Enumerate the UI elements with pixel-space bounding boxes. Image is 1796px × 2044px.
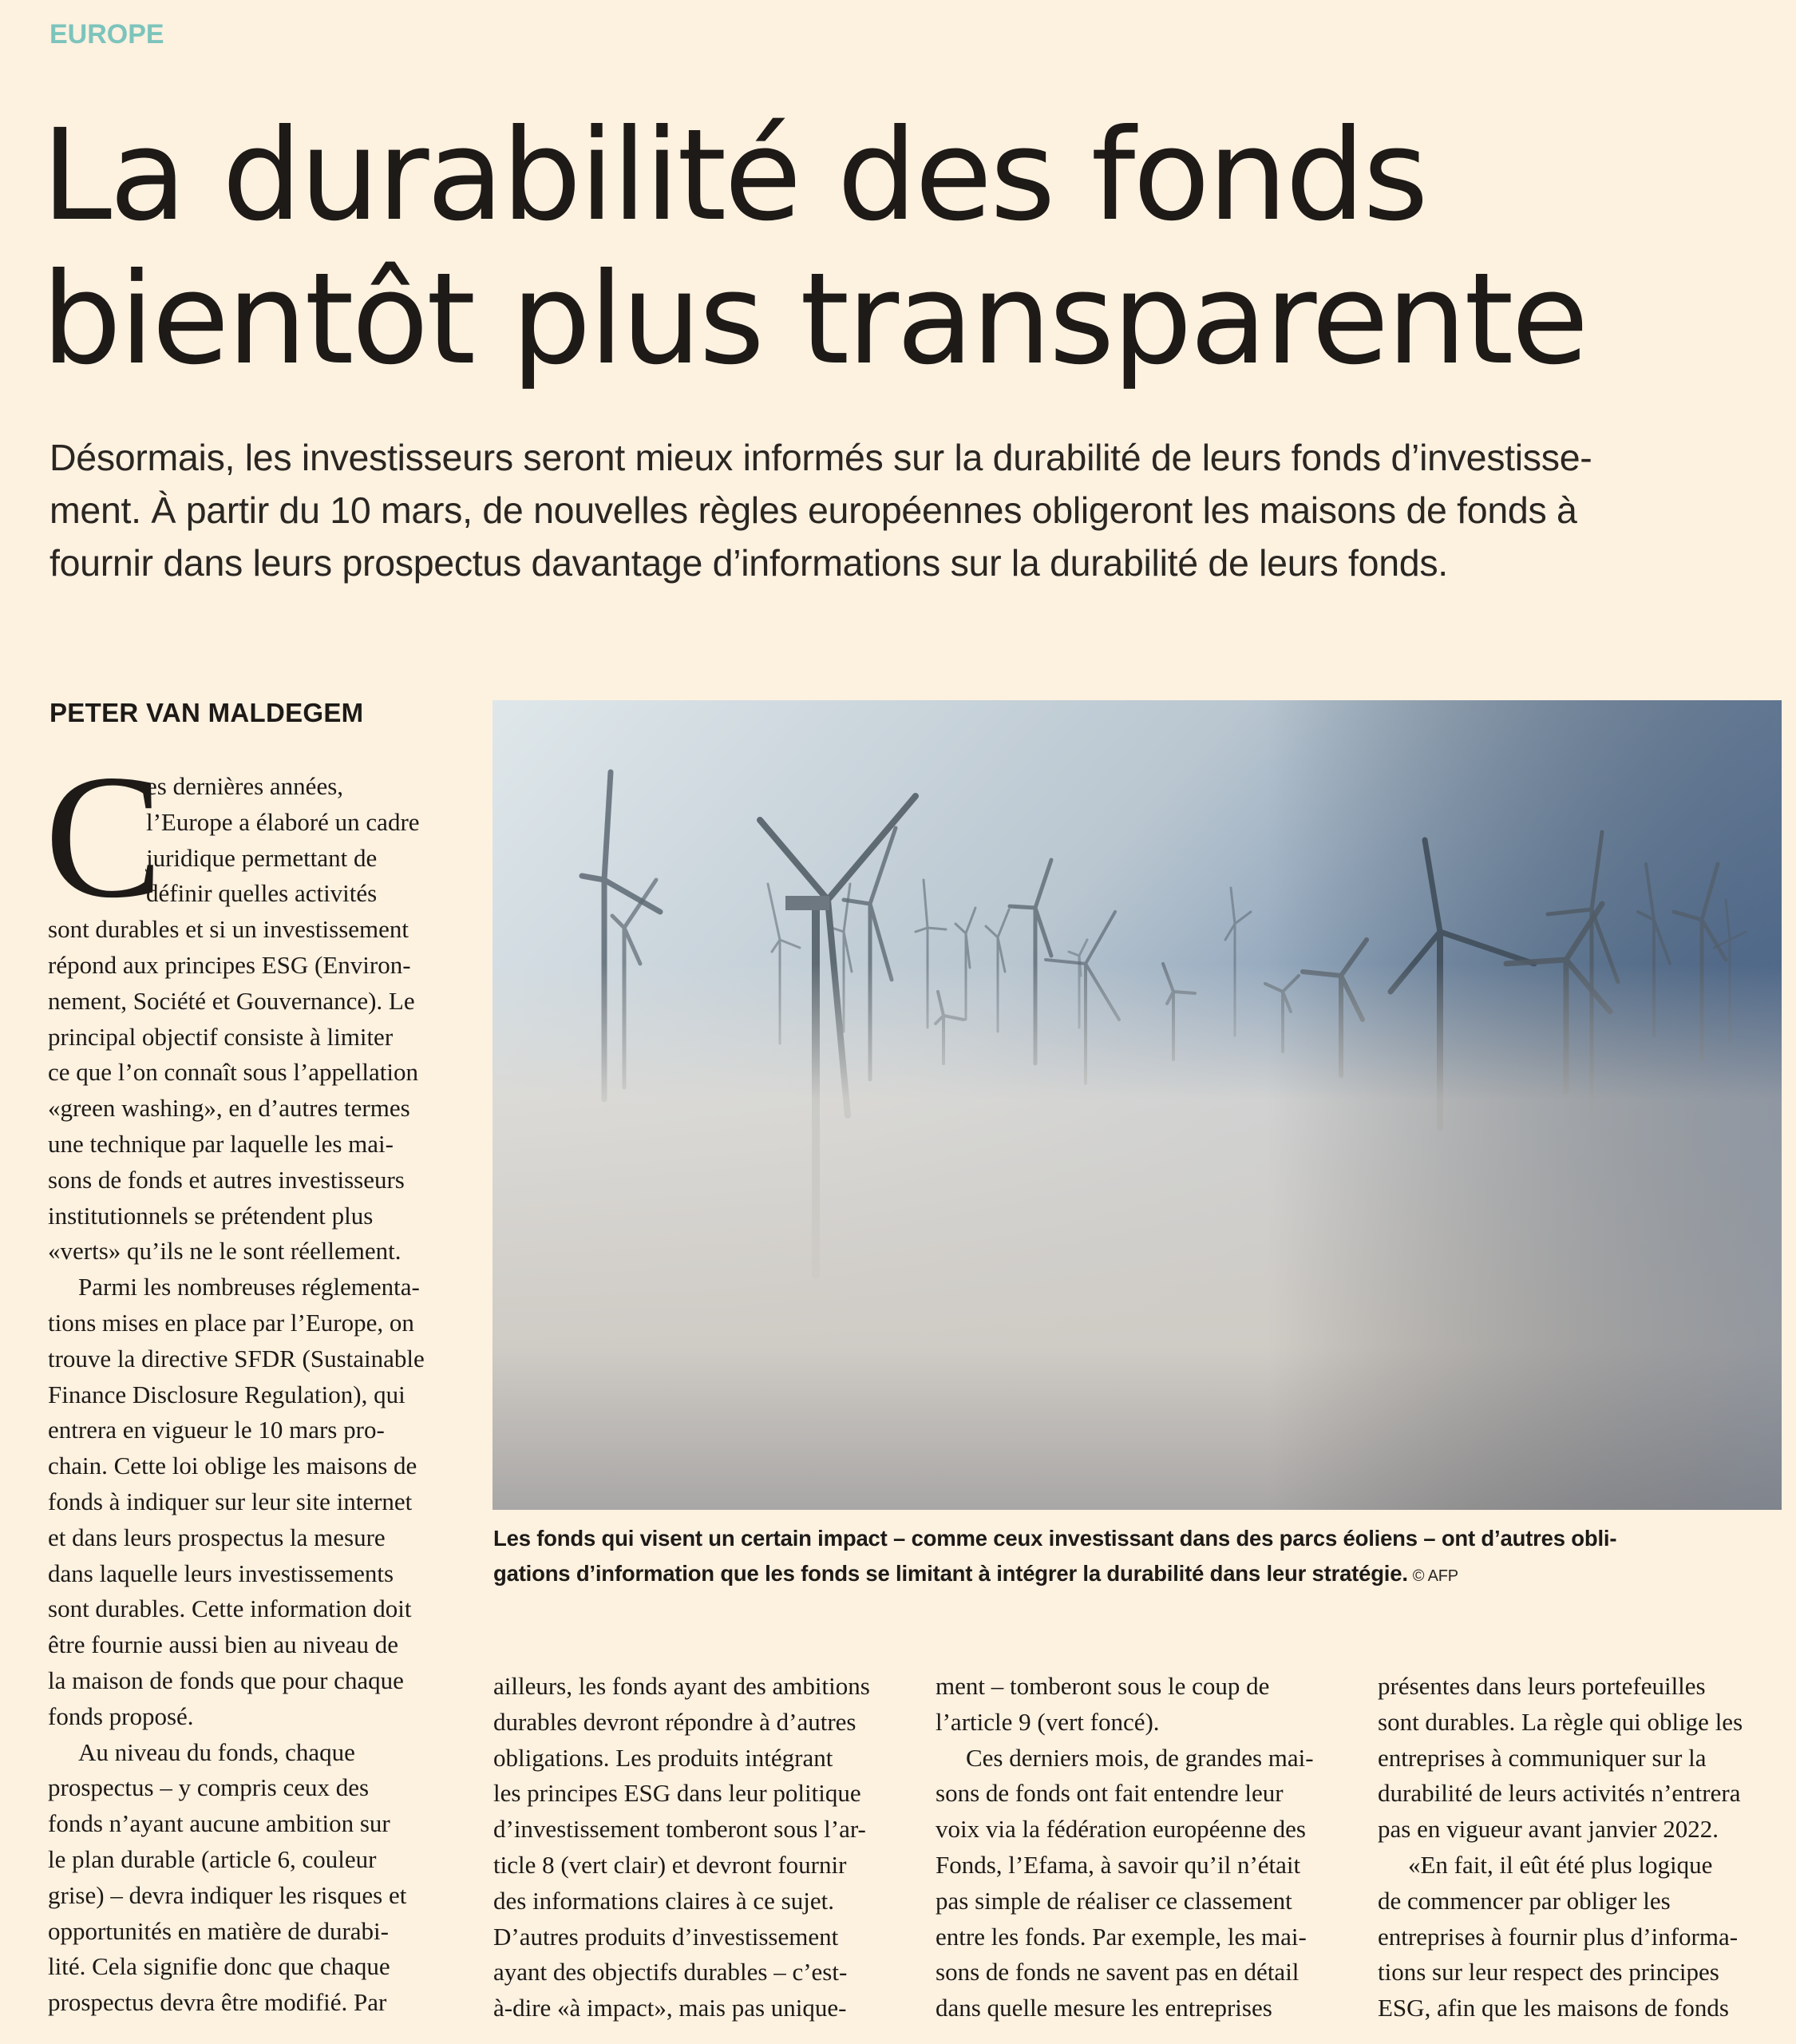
article-line: «En fait, il eût été plus logique xyxy=(1408,1850,1713,1879)
article-line: trouve la directive SFDR (Sustainable xyxy=(48,1344,425,1373)
article-line: entre les fonds. Par exemple, les mai- xyxy=(936,1922,1307,1951)
section-label: EUROPE xyxy=(49,19,164,50)
article-line: présentes dans leurs portefeuilles xyxy=(1378,1672,1706,1700)
article-line: et dans leurs prospectus la mesure xyxy=(48,1523,386,1551)
article-line: l’Europe a élaboré un cadre xyxy=(146,807,420,836)
article-line: nement, Société et Gouvernance). Le xyxy=(48,986,415,1015)
article-line: prospectus – y compris ceux des xyxy=(48,1773,370,1802)
article-line: Fonds, l’Efama, à savoir qu’il n’était xyxy=(936,1850,1301,1879)
article-column-2 xyxy=(493,1669,904,2026)
article-line: sont durables. Cette information doit xyxy=(48,1594,412,1623)
article-line: le plan durable (article 6, couleur xyxy=(48,1844,377,1873)
article-line: D’autres produits d’investissement xyxy=(493,1922,839,1951)
article-line: obligations. Les produits intégrant xyxy=(493,1743,833,1772)
article-line: opportunités en matière de durabi- xyxy=(48,1916,389,1945)
article-line: sons de fonds et autres investisseurs xyxy=(48,1165,405,1194)
article-line: ce que l’on connaît sous l’appellation xyxy=(48,1058,419,1087)
article-line: pas en vigueur avant janvier 2022. xyxy=(1378,1815,1719,1844)
photo-caption xyxy=(493,1521,1786,1594)
article-line: entrera en vigueur le 10 mars pro- xyxy=(48,1416,385,1444)
article-line: Finance Disclosure Regulation), qui xyxy=(48,1380,405,1408)
subhead-line: fournir dans leurs prospectus davantage d’informations sur la durabilité de leurs fonds. xyxy=(49,542,1448,584)
article-line: sons de fonds ont fait entendre leur xyxy=(936,1779,1284,1808)
article-line: fonds à indiquer sur leur site internet xyxy=(48,1487,413,1515)
article-line: des informations claires à ce sujet. xyxy=(493,1886,834,1915)
article-line: prospectus devra être modifié. Par xyxy=(48,1988,387,2017)
article-line: dans laquelle leurs investissements xyxy=(48,1559,394,1587)
article-line: ESG, afin que les maisons de fonds xyxy=(1378,1994,1729,2022)
caption-line-text: gations d’information que les fonds se limitant à intégrer la durabilité dans leur stratégie. xyxy=(493,1561,1408,1586)
article-line: principal objectif consiste à limiter xyxy=(48,1022,394,1051)
subhead-line: ment. À partir du 10 mars, de nouvelles règles européennes obligeront les maisons de fonds à xyxy=(49,489,1577,531)
article-line: dans quelle mesure les entreprises xyxy=(936,1994,1272,2022)
article-line: les principes ESG dans leur politique xyxy=(493,1779,861,1808)
article-line: être fournie aussi bien au niveau de xyxy=(48,1630,398,1659)
article-line: à-dire «à impact», mais pas unique- xyxy=(493,1994,847,2022)
article-line: ticle 8 (vert clair) et devront fournir xyxy=(493,1850,847,1879)
caption-line: Les fonds qui visent un certain impact – comme ceux investissant dans des parcs éoliens – ont d’autres obli- xyxy=(493,1526,1617,1551)
article-line: durables devront répondre à d’autres xyxy=(493,1707,856,1736)
subhead xyxy=(49,431,1786,589)
headline-line: La durabilité des fonds xyxy=(42,102,1426,249)
vignette xyxy=(493,700,1782,1510)
article-line: répond aux principes ESG (Environ- xyxy=(48,950,411,979)
article-line: ayant des objectifs durables – c’est- xyxy=(493,1958,848,1987)
article-line: sons de fonds ne savent pas en détail xyxy=(936,1958,1300,1987)
article-line: fonds n’ayant aucune ambition sur xyxy=(48,1809,390,1838)
article-line: «verts» qu’ils ne le sont réellement. xyxy=(48,1237,402,1266)
article-line: ment – tomberont sous le coup de xyxy=(936,1672,1270,1700)
headline-line: bientôt plus transparente xyxy=(42,246,1587,393)
article-line: d’investissement tomberont sous l’ar- xyxy=(493,1815,866,1844)
article-line: lité. Cela signifie donc que chaque xyxy=(48,1952,390,1981)
article-line: sont durables. La règle qui oblige les xyxy=(1378,1707,1743,1736)
article-line: voix via la fédération européenne des xyxy=(936,1815,1306,1844)
article-line: tions mises en place par l’Europe, on xyxy=(48,1308,414,1337)
headline xyxy=(42,104,1782,391)
article-line: institutionnels se prétendent plus xyxy=(48,1201,374,1230)
article-column-3 xyxy=(936,1669,1347,2026)
article-line: sont durables et si un investissement xyxy=(48,915,409,944)
article-line: juridique permettant de xyxy=(146,843,378,872)
article-line: la maison de fonds que pour chaque xyxy=(48,1666,404,1694)
caption-line xyxy=(493,1556,1786,1594)
article-line: «green washing», en d’autres termes xyxy=(48,1094,410,1123)
article-line: chain. Cette loi oblige les maisons de xyxy=(48,1452,417,1480)
byline: PETER VAN MALDEGEM xyxy=(49,698,364,727)
article-line: es dernières années, xyxy=(146,772,344,800)
article-line: définir quelles activités xyxy=(146,879,378,908)
article-column-4 xyxy=(1378,1669,1789,2026)
article-line: ailleurs, les fonds ayant des ambitions xyxy=(493,1672,870,1700)
article-line: grise) – devra indiquer les risques et xyxy=(48,1880,407,1909)
drop-cap: C xyxy=(45,739,164,935)
article-line: pas simple de réaliser ce classement xyxy=(936,1886,1292,1915)
article-line: fonds proposé. xyxy=(48,1701,194,1730)
photo-wind-turbines-in-fog xyxy=(493,700,1782,1510)
photo-credit: © AFP xyxy=(1412,1567,1458,1585)
article-column-1 xyxy=(48,769,459,2021)
article-line: tions sur leur respect des principes xyxy=(1378,1958,1719,1987)
article-line: l’article 9 (vert foncé). xyxy=(936,1707,1160,1736)
article-line: Au niveau du fonds, chaque xyxy=(78,1737,355,1766)
article-line: entreprises à communiquer sur la xyxy=(1378,1743,1707,1772)
subhead-line: Désormais, les investisseurs seront mieux informés sur la durabilité de leurs fonds d’investisse- xyxy=(49,437,1592,478)
article-line: Parmi les nombreuses réglementa- xyxy=(78,1273,420,1301)
article-line: Ces derniers mois, de grandes mai- xyxy=(966,1743,1314,1772)
article-line: durabilité de leurs activités n’entrera xyxy=(1378,1779,1741,1808)
article-line: entreprises à fournir plus d’informa- xyxy=(1378,1922,1739,1951)
article-line: une technique par laquelle les mai- xyxy=(48,1129,394,1158)
article-line: de commencer par obliger les xyxy=(1378,1886,1671,1915)
